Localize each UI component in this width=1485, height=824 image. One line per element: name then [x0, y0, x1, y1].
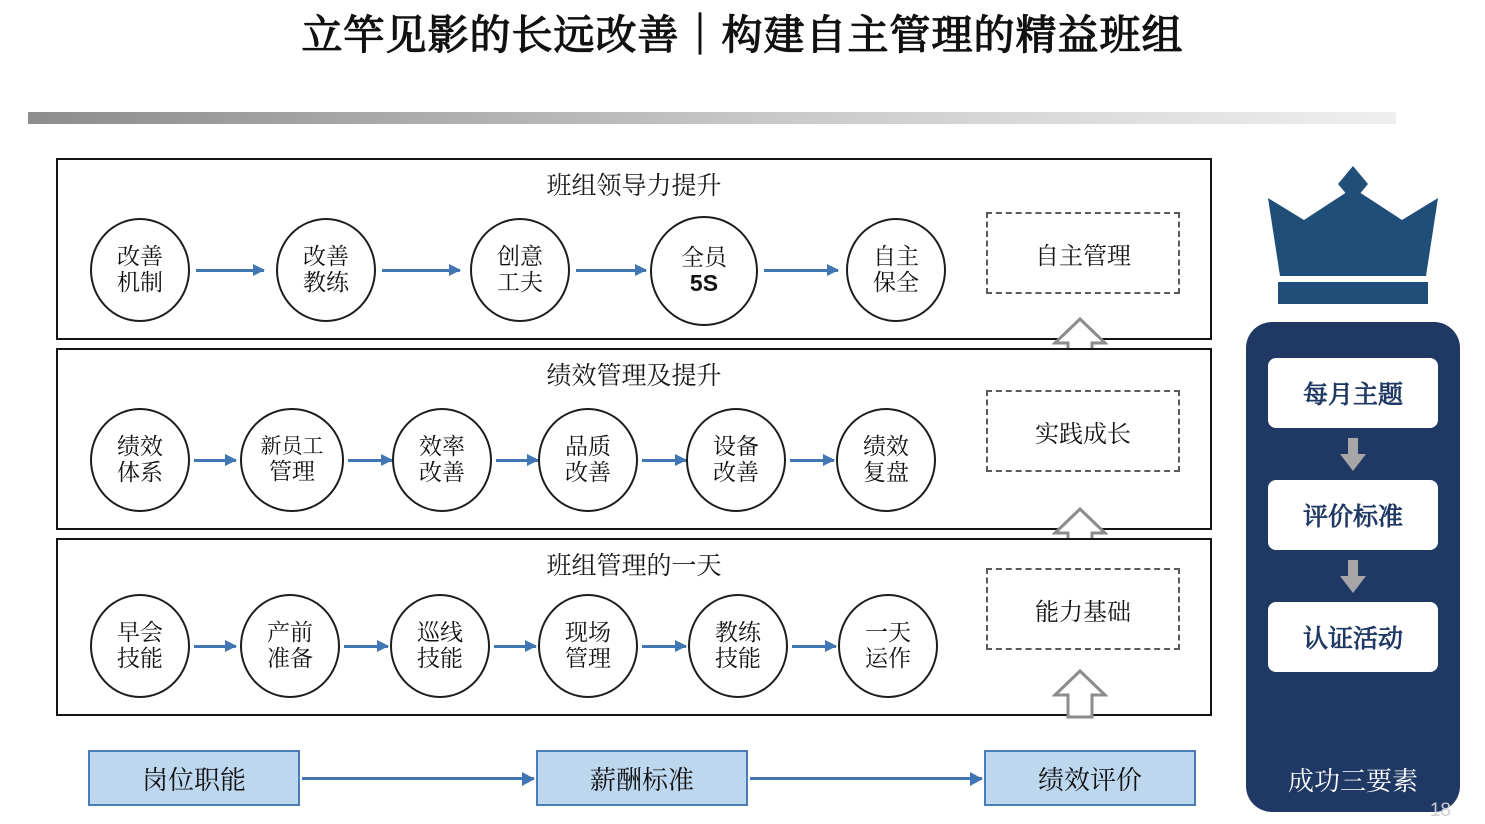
panel-caption: 成功三要素	[1287, 766, 1418, 796]
node-pre-production-prep[interactable]	[240, 594, 340, 698]
down-arrow-icon	[1339, 438, 1367, 472]
foundation-salary-standard[interactable]: 薪酬标准	[536, 750, 748, 806]
node-performance-review[interactable]	[836, 408, 936, 512]
node-line-2: 机制	[117, 269, 163, 295]
flow-arrow	[382, 269, 460, 272]
up-arrow-icon	[1052, 668, 1108, 720]
flow-arrow	[348, 459, 392, 462]
flow-arrow	[494, 645, 536, 648]
node-line-2: 改善	[565, 459, 611, 485]
panel-item-monthly-theme[interactable]: 每月主题	[1268, 358, 1438, 428]
flow-arrow	[764, 269, 838, 272]
flow-arrow	[576, 269, 646, 272]
node-line-1: 教练	[715, 619, 761, 646]
node-line-1: 产前	[267, 619, 313, 646]
node-line-1: 现场	[565, 619, 611, 646]
node-line-2: 体系	[117, 459, 163, 485]
node-quality-improve[interactable]	[538, 408, 638, 512]
page-title: 立竿见影的长远改善｜构建自主管理的精益班组	[301, 12, 1184, 58]
success-factors-panel	[1246, 322, 1460, 812]
node-line-2: 复盘	[863, 459, 909, 485]
panel-item-evaluation-standard[interactable]: 评价标准	[1268, 480, 1438, 550]
page-number: 18	[1429, 800, 1451, 821]
node-creative-effort[interactable]	[470, 218, 570, 322]
node-improve-coach[interactable]	[276, 218, 376, 322]
node-line-1: 品质	[565, 433, 611, 460]
node-line-1: 设备	[713, 433, 759, 460]
node-line-2: 改善	[419, 459, 465, 485]
node-efficiency-improve[interactable]	[392, 408, 492, 512]
flow-arrow	[790, 459, 834, 462]
node-line-2: 技能	[417, 645, 463, 671]
flow-arrow	[642, 645, 686, 648]
node-line-1: 绩效	[117, 433, 163, 460]
flow-arrow	[642, 459, 686, 462]
node-line-2: 运作	[865, 645, 911, 671]
node-new-employee-mgmt[interactable]	[240, 408, 344, 512]
flow-arrow	[344, 645, 388, 648]
outcome-capability-base: 能力基础	[986, 568, 1180, 650]
node-line-1: 效率	[419, 433, 465, 460]
node-line-2: 保全	[873, 269, 919, 295]
node-line-1: 新员工	[260, 435, 324, 459]
node-line-2: 改善	[713, 459, 759, 485]
node-line-2: 管理	[565, 645, 611, 671]
foundation-arrow	[302, 777, 534, 780]
node-line-2: 5S	[689, 270, 719, 296]
node-line-2: 工夫	[497, 269, 543, 295]
node-line-patrol-skill[interactable]	[390, 594, 490, 698]
node-line-2: 管理	[269, 457, 315, 484]
flow-arrow	[196, 269, 264, 272]
band-title: 绩效管理及提升	[546, 362, 722, 390]
band-title: 班组领导力提升	[546, 172, 722, 200]
node-coaching-skill[interactable]	[688, 594, 788, 698]
node-line-1: 改善	[303, 243, 349, 270]
crown-icon	[1248, 158, 1458, 308]
node-line-1: 创意	[497, 243, 543, 270]
node-line-1: 一天	[865, 619, 911, 646]
node-line-1: 全员	[681, 244, 727, 271]
node-line-2: 准备	[267, 645, 313, 671]
node-line-1: 巡线	[417, 619, 463, 646]
node-self-maintenance[interactable]	[846, 218, 946, 322]
node-performance-system[interactable]	[90, 408, 190, 512]
band-title: 班组管理的一天	[546, 552, 722, 580]
panel-item-certification-activity[interactable]: 认证活动	[1268, 602, 1438, 672]
node-line-2: 技能	[715, 645, 761, 671]
flow-arrow	[792, 645, 836, 648]
node-improve-mechanism[interactable]	[90, 218, 190, 322]
node-line-2: 技能	[117, 645, 163, 671]
node-total-5s[interactable]	[650, 216, 758, 326]
node-morning-meeting[interactable]	[90, 594, 190, 698]
node-line-1: 早会	[117, 619, 163, 646]
foundation-performance-eval[interactable]: 绩效评价	[984, 750, 1196, 806]
node-line-1: 改善	[117, 243, 163, 270]
flow-arrow	[194, 645, 236, 648]
outcome-practice-growth: 实践成长	[986, 390, 1180, 472]
node-line-1: 绩效	[863, 433, 909, 460]
node-line-2: 教练	[303, 269, 349, 295]
foundation-arrow	[750, 777, 982, 780]
down-arrow-icon	[1339, 560, 1367, 594]
flow-arrow	[496, 459, 538, 462]
outcome-self-management: 自主管理	[986, 212, 1180, 294]
node-one-day-operation[interactable]	[838, 594, 938, 698]
node-line-1: 自主	[873, 243, 919, 270]
node-equipment-improve[interactable]	[686, 408, 786, 512]
foundation-job-function[interactable]: 岗位职能	[88, 750, 300, 806]
flow-arrow	[194, 459, 236, 462]
title-divider	[28, 112, 1396, 124]
node-site-management[interactable]	[538, 594, 638, 698]
